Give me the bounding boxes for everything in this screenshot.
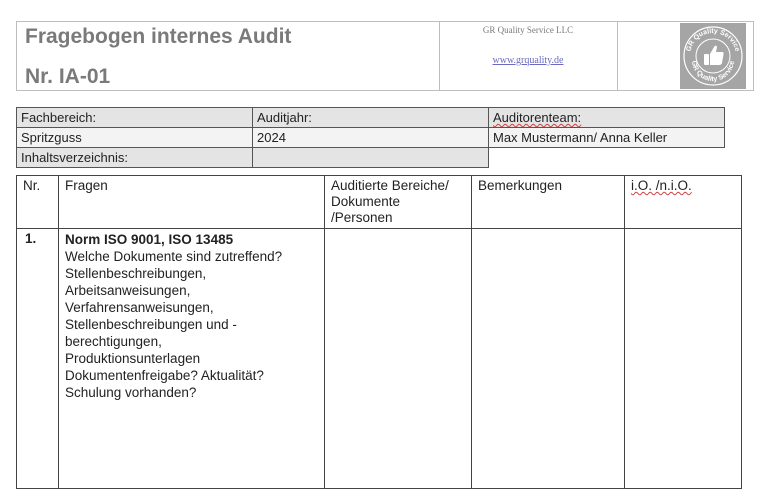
questionnaire-table (16, 175, 742, 489)
column-header-bemerkungen: Bemerkungen (472, 176, 625, 229)
company-website-link[interactable]: www.grquality.de (492, 55, 564, 66)
bereiche-cell[interactable] (325, 229, 472, 489)
document-title: Fragebogen internes Audit (25, 25, 292, 48)
fachbereich-label: Fachbereich: (17, 108, 253, 128)
column-header-io-text: i.O. /n.i.O. (631, 178, 692, 193)
column-header-io (625, 176, 742, 229)
document-number: Nr. IA-01 (25, 65, 111, 88)
questionnaire-header-row (17, 176, 742, 229)
fachbereich-value[interactable]: Spritzguss (17, 128, 253, 148)
column-header-nr: Nr. (17, 176, 59, 229)
header-divider (617, 22, 618, 90)
inhaltsverzeichnis-cell[interactable] (253, 148, 489, 168)
io-cell[interactable] (625, 229, 742, 489)
thumbs-up-icon (704, 46, 724, 66)
question-number: 1. (17, 229, 59, 489)
auditorenteam-label-text: Auditorenteam: (493, 110, 582, 125)
column-header-bereiche: Auditierte Bereiche/ Dokumente /Personen (325, 176, 472, 229)
empty-cell (489, 148, 725, 168)
auditjahr-label: Auditjahr: (253, 108, 489, 128)
table-row (17, 229, 742, 489)
bemerkungen-cell[interactable] (472, 229, 625, 489)
document-header (16, 21, 754, 91)
question-cell[interactable] (59, 229, 325, 489)
inhaltsverzeichnis-label: Inhaltsverzeichnis: (17, 148, 253, 168)
company-logo (680, 23, 746, 89)
auditjahr-value[interactable]: 2024 (253, 128, 489, 148)
svg-text:GR Quality Service: GR Quality Service (689, 60, 737, 84)
svg-text:GR Quality Service: GR Quality Service (685, 27, 741, 53)
question-text: Welche Dokumente sind zutreffend? Stellenbeschreibungen, Arbeitsanweisungen, Verfahrensanweisungen, Stellenbeschreibungen und - berechtigungen, Produktionsunterlagen Dokumentenfreigabe? Aktualität? Schulung vorhanden? (65, 249, 283, 400)
auditorenteam-label (489, 108, 725, 128)
question-title: Norm ISO 9001, ISO 13485 (65, 232, 234, 247)
auditorenteam-value[interactable]: Max Mustermann/ Anna Keller (489, 128, 725, 148)
column-header-fragen: Fragen (59, 176, 325, 229)
logo-seal (680, 23, 746, 89)
audit-metadata-table (16, 107, 725, 168)
company-name: GR Quality Service LLC (482, 25, 574, 35)
